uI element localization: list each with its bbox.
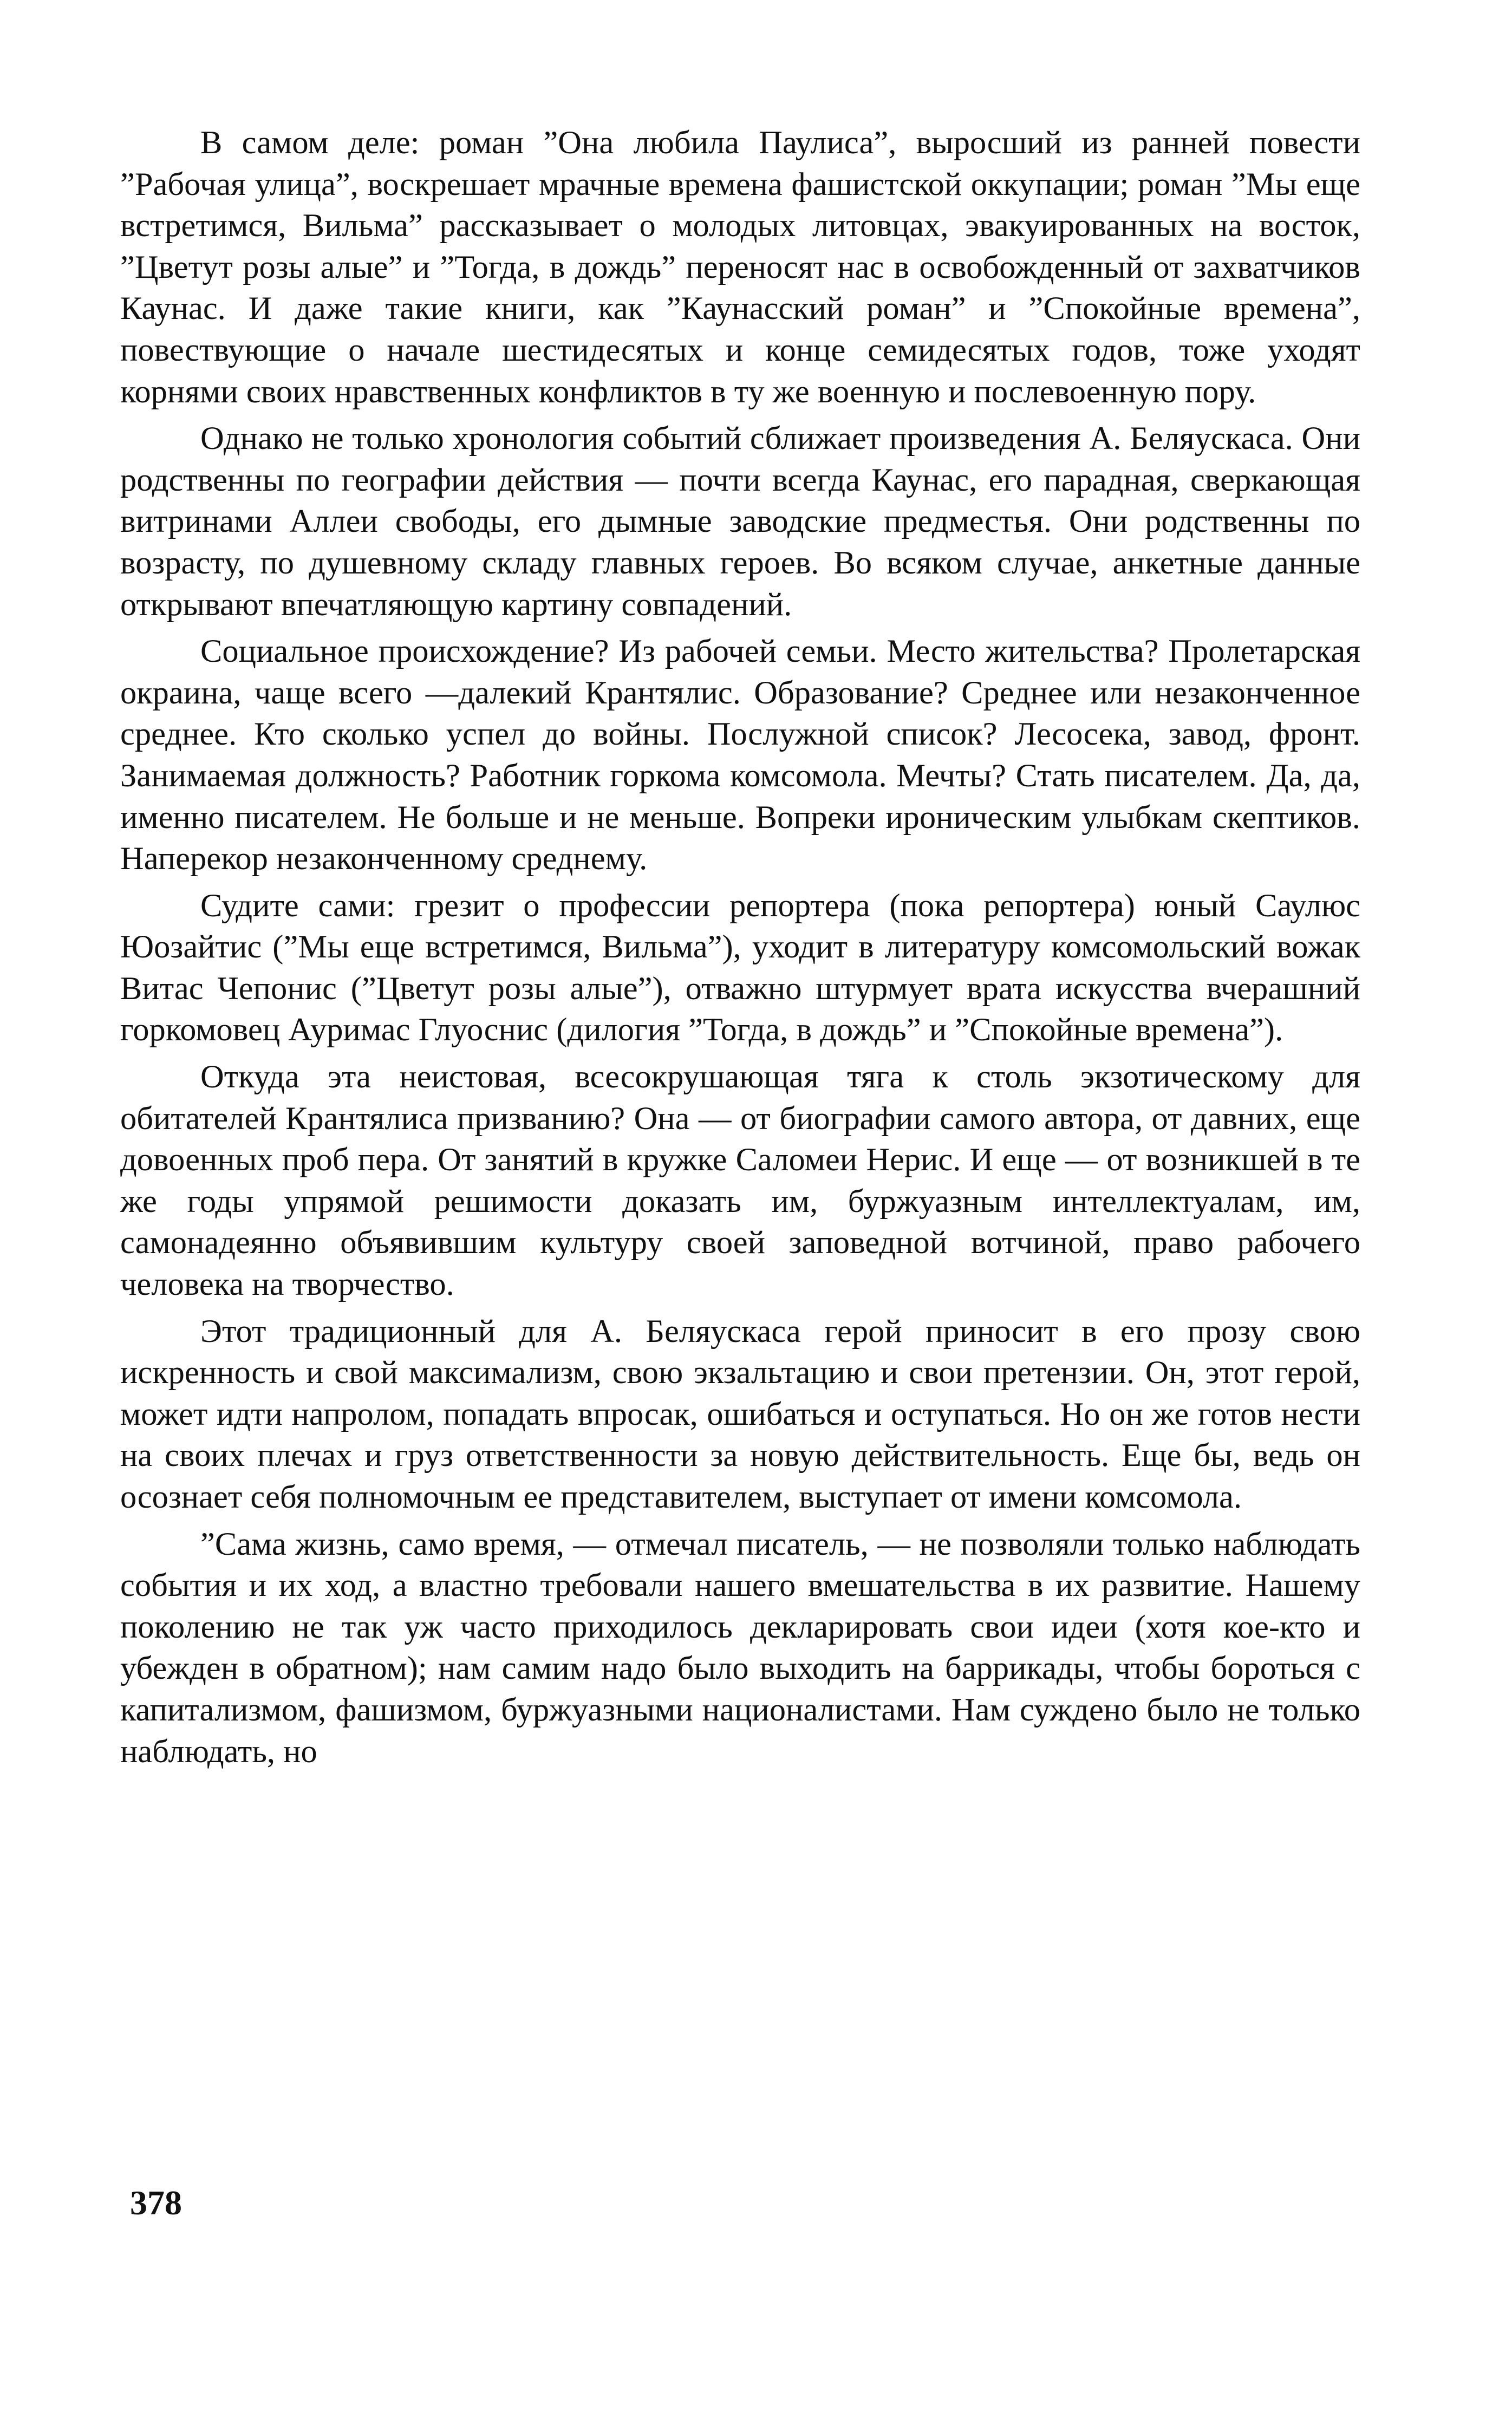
body-text: [120, 122, 1360, 1778]
paragraph-2: Однако не только хронология событий сближает произведения А. Беляускаса. Они родственны по географии действия — почти всегда Каунас, его парадная, сверкающая витринами Аллеи свободы, его дымные заводские предместья. Они родственны по возрасту, по душевному складу главных героев. Во всяком случае, анкетные данные открывают впечатляющую картину совпадений.: [120, 420, 1360, 623]
paragraph-1: В самом деле: роман ”Она любила Паулиса”, выросший из ранней повести ”Рабочая улица”, воскрешает мрачные времена фашистской оккупации; роман ”Мы еще встретимся, Вильма” рассказывает о молодых литовцах, эвакуированных на восток, ”Цветут розы алые” и ”Тогда, в дождь” переносят нас в освобожденный от захватчиков Каунас. И даже такие книги, как ”Каунасский роман” и ”Спокойные времена”, повествующие о начале шестидесятых и конце семидесятых годов, тоже уходят корнями своих нравственных конфликтов в ту же военную и послевоенную пору.: [120, 125, 1360, 410]
paragraph-3: Социальное происхождение? Из рабочей семьи. Место жительства? Пролетарская окраина, чаще всего —далекий Крантялис. Образование? Среднее или незаконченное среднее. Кто сколько успел до войны. Послужной список? Лесосека, завод, фронт. Занимаемая должность? Работник горкома комсомола. Мечты? Стать писателем. Да, да, именно писателем. Не больше и не меньше. Вопреки ироническим улыбкам скептиков. Наперекор незаконченному среднему.: [120, 633, 1360, 877]
paragraph-5: Откуда эта неистовая, всесокрушающая тяга к столь экзотическому для обитателей Крантялиса призванию? Она — от биографии самого автора, от давних, еще довоенных проб пера. От занятий в кружке Саломеи Нерис. И еще — от возникшей в те же годы упрямой решимости доказать им, буржуазным интеллектуалам, им, самонадеянно объявившим культуру своей заповедной вотчиной, право рабочего человека на творчество.: [120, 1059, 1360, 1303]
paragraph-7: ”Сама жизнь, само время, — отмечал писатель, — не позволяли только наблюдать события и их ход, а властно требовали нашего вмешательства в их развитие. Нашему поколению не так уж часто приходилось декларировать свои идеи (хотя кое-кто и убежден в обратном); нам самим надо было выходить на баррикады, чтобы бороться с капитализмом, фашизмом, буржуазными националистами. Нам суждено было не только наблюдать, но: [120, 1526, 1360, 1770]
page-number: 378: [130, 2183, 182, 2222]
paragraph-4: Судите сами: грезит о профессии репортера (пока репортера) юный Саулюс Юозайтис (”Мы еще встретимся, Вильма”), уходит в литературу комсомольский вожак Витас Чепонис (”Цветут розы алые”), отважно штурмует врата искусства вчерашний горкомовец Ауримас Глуоснис (дилогия ”Тогда, в дождь” и ”Спокойные времена”).: [120, 887, 1360, 1048]
paragraph-6: Этот традиционный для А. Беляускаса герой приносит в его прозу свою искренность и свой максимализм, свою экзальтацию и свои претензии. Он, этот герой, может идти напролом, попадать впросак, ошибаться и оступаться. Но он же готов нести на своих плечах и груз ответственности за новую действительность. Еще бы, ведь он осознает себя полномочным ее представителем, выступает от имени комсомола.: [120, 1313, 1360, 1515]
